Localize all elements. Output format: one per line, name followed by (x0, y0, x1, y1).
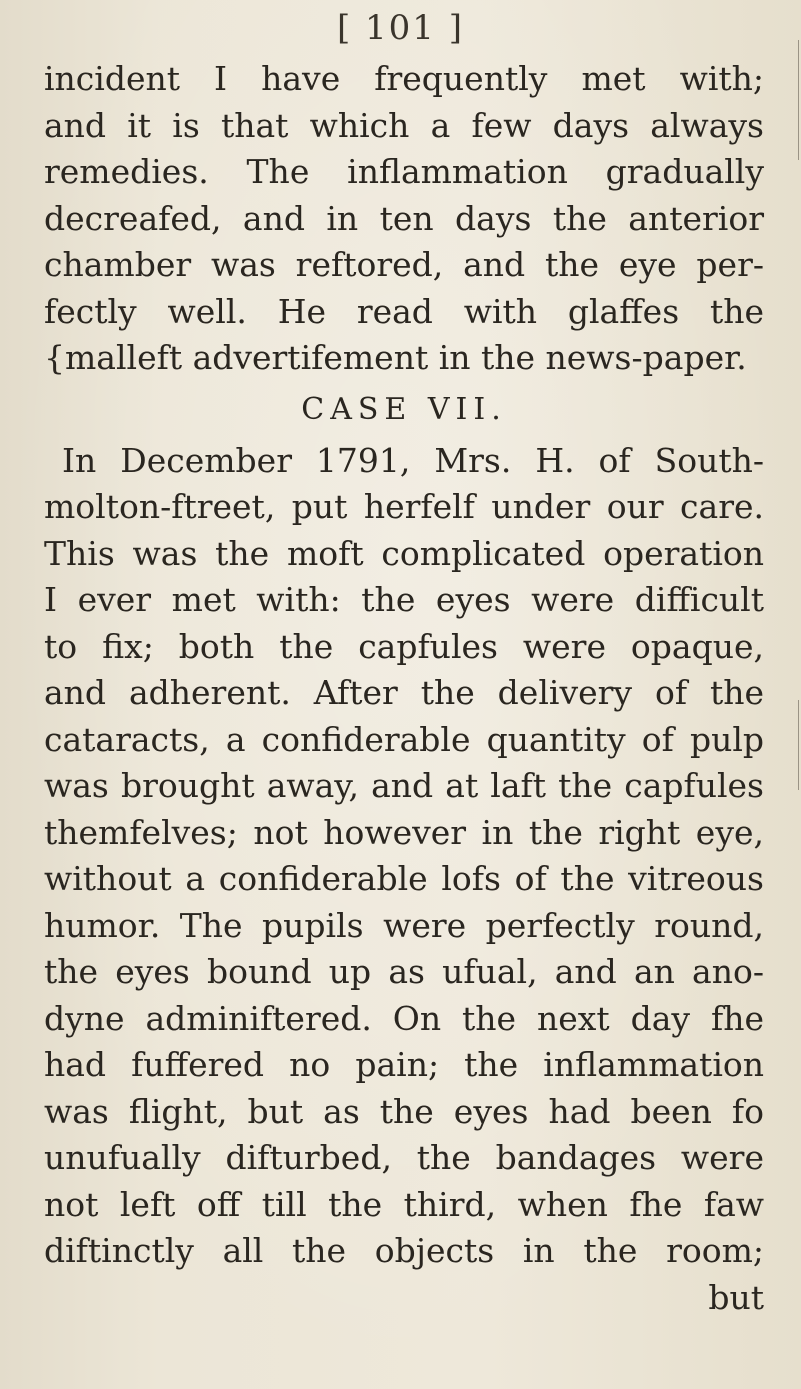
text-line: themfelves; not however in the right eye, (44, 812, 764, 852)
text-line: fectly well. He read with glaffes the (44, 291, 764, 331)
text-line: incident I have frequently met with; (44, 59, 764, 98)
text-line: molton-ftreet, put herfelf under our care. (44, 487, 764, 526)
case-heading: CASE VII. (301, 391, 507, 427)
text-line: without a confiderable lofs of the vitreous (44, 859, 764, 898)
text-line: chamber was reftored, and the eye per- (44, 245, 764, 284)
text-line: remedies. The inflammation gradually (44, 152, 764, 191)
page-number: [ 101 ] (336, 8, 465, 48)
text-line: This was the moft complicated operation (44, 533, 764, 573)
text-line: cataracts, a confiderable quantity of pulp (44, 719, 764, 759)
text-line: I ever met with: the eyes were difficult (44, 580, 764, 619)
page-edge-shadow (798, 40, 799, 160)
text-line: diftinctly all the objects in the room; (44, 1231, 764, 1270)
text-line: In December 1791, Mrs. H. of South- (62, 440, 764, 480)
text-line: unufually difturbed, the bandages were (44, 1138, 764, 1177)
text-line: the eyes bound up as ufual, and an ano- (44, 952, 764, 991)
text-line: not left off till the third, when fhe faw (44, 1184, 764, 1224)
catchword: but (708, 1277, 764, 1317)
text-line: had fuffered no pain; the inflammation (44, 1045, 764, 1084)
text-line: was flight, but as the eyes had been fo (44, 1091, 764, 1131)
page-edge-shadow (798, 700, 799, 790)
text-line: to fix; both the capfules were opaque, (44, 626, 764, 666)
text-line: decreafed, and in ten days the anterior (44, 198, 764, 238)
text-line: and it is that which a few days always (44, 105, 764, 145)
text-line: and adherent. After the delivery of the (44, 673, 764, 712)
text-line: was brought away, and at laft the capfules (44, 766, 764, 805)
text-line: dyne adminiftered. On the next day fhe (44, 998, 764, 1038)
text-line: humor. The pupils were perfectly round, (44, 905, 764, 945)
text-line: {malleft advertifement in the news-paper. (44, 338, 747, 377)
body-text (44, 56, 764, 1321)
